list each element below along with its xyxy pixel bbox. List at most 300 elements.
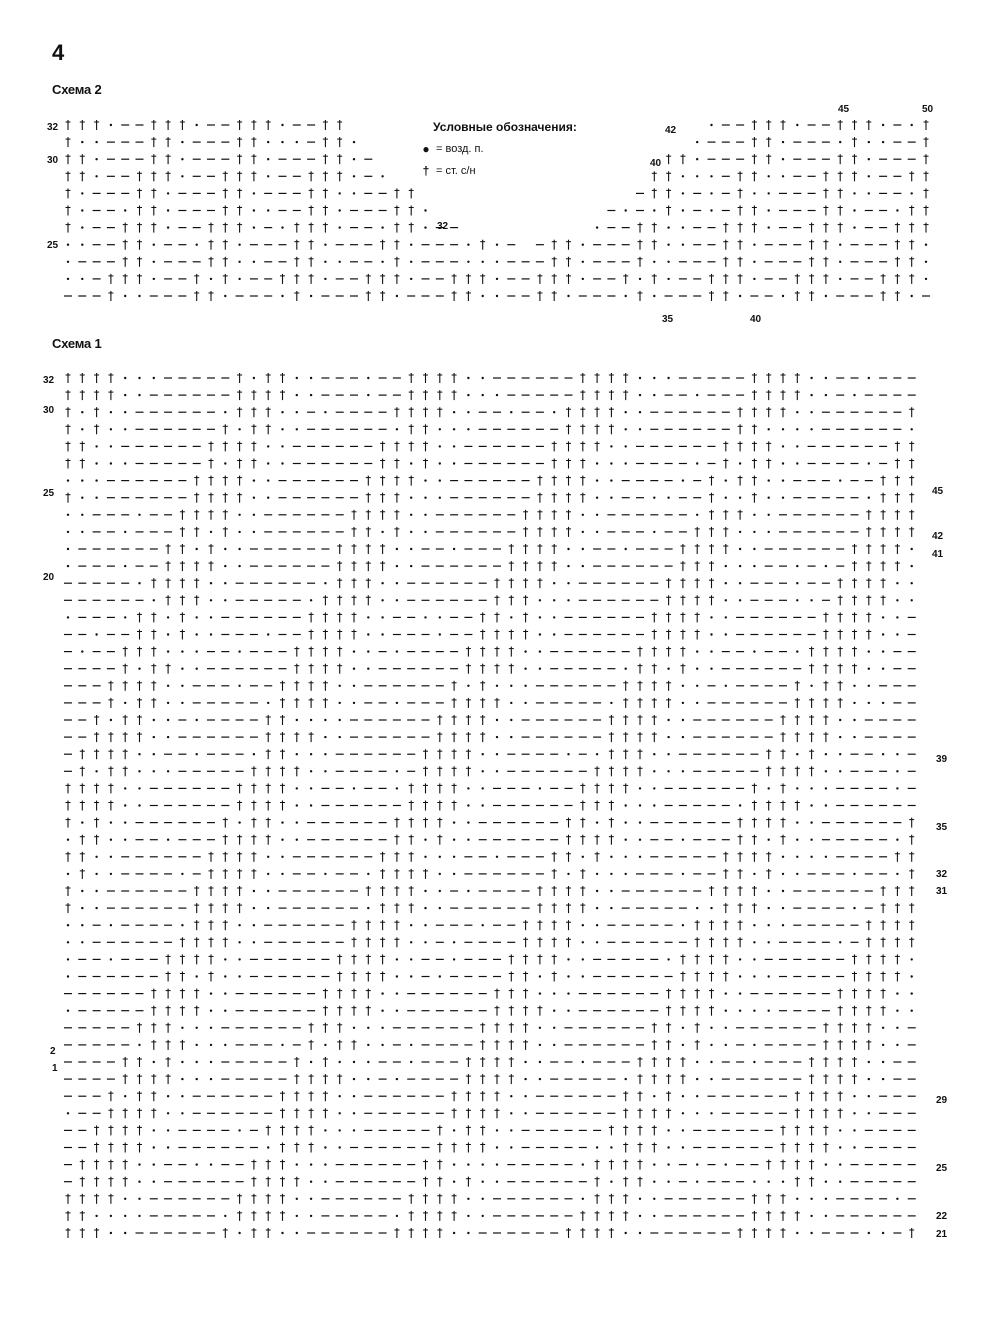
- chain-stitch-icon: [81, 907, 83, 909]
- chain-stitch-icon: [110, 839, 112, 841]
- double-crochet-icon: [809, 1177, 814, 1187]
- double-crochet-icon: [166, 664, 171, 674]
- double-crochet-icon: [337, 647, 342, 657]
- chain-stitch-icon: [496, 685, 498, 687]
- double-crochet-icon: [523, 1006, 528, 1016]
- double-crochet-icon: [809, 698, 814, 708]
- double-crochet-icon: [823, 698, 828, 708]
- chain-stitch-icon: [467, 821, 469, 823]
- chain-stitch-icon: [310, 1181, 312, 1183]
- chain-stitch-icon: [453, 462, 455, 464]
- chain-stitch-icon: [181, 668, 183, 670]
- double-crochet-icon: [723, 920, 728, 930]
- double-crochet-icon: [552, 459, 557, 469]
- chain-stitch-icon: [610, 462, 612, 464]
- double-crochet-icon: [537, 954, 542, 964]
- chain-stitch-icon: [896, 1010, 898, 1012]
- double-crochet-icon: [180, 1006, 185, 1016]
- chain-stitch-icon: [310, 719, 312, 721]
- double-crochet-icon: [766, 766, 771, 776]
- double-crochet-icon: [909, 818, 914, 828]
- chain-stitch-icon: [625, 445, 627, 447]
- chain-stitch-icon: [138, 1198, 140, 1200]
- double-crochet-icon: [66, 459, 71, 469]
- double-crochet-icon: [237, 407, 242, 417]
- double-crochet-icon: [66, 1194, 71, 1204]
- double-crochet-icon: [423, 766, 428, 776]
- double-crochet-icon: [838, 681, 843, 691]
- double-crochet-icon: [209, 954, 214, 964]
- double-crochet-icon: [609, 766, 614, 776]
- double-crochet-icon: [537, 493, 542, 503]
- double-crochet-icon: [566, 441, 571, 451]
- double-crochet-icon: [323, 698, 328, 708]
- chain-stitch-icon: [553, 633, 555, 635]
- double-crochet-icon: [866, 561, 871, 571]
- chain-stitch-icon: [110, 445, 112, 447]
- double-crochet-icon: [566, 1228, 571, 1238]
- chain-stitch-icon: [81, 428, 83, 430]
- double-crochet-icon: [223, 937, 228, 947]
- double-crochet-icon: [409, 903, 414, 913]
- chain-stitch-icon: [210, 1027, 212, 1029]
- chain-stitch-icon: [768, 1010, 770, 1012]
- double-crochet-icon: [580, 903, 585, 913]
- chain-stitch-icon: [253, 377, 255, 379]
- chain-stitch-icon: [639, 804, 641, 806]
- chain-stitch-icon: [596, 479, 598, 481]
- double-crochet-icon: [609, 390, 614, 400]
- chain-stitch-icon: [410, 497, 412, 499]
- chain-stitch-icon: [768, 941, 770, 943]
- double-crochet-icon: [781, 407, 786, 417]
- chain-stitch-icon: [353, 1129, 355, 1131]
- double-crochet-icon: [309, 1040, 314, 1050]
- double-crochet-icon: [795, 801, 800, 811]
- chain-stitch-icon: [653, 1215, 655, 1217]
- double-crochet-icon: [580, 835, 585, 845]
- chain-stitch-icon: [439, 856, 441, 858]
- double-crochet-icon: [480, 681, 485, 691]
- chain-stitch-icon: [682, 479, 684, 481]
- double-crochet-icon: [881, 972, 886, 982]
- double-crochet-icon: [752, 903, 757, 913]
- chain-stitch-icon: [367, 1027, 369, 1029]
- chain-stitch-icon: [410, 958, 412, 960]
- double-crochet-icon: [237, 441, 242, 451]
- double-crochet-icon: [151, 1023, 156, 1033]
- double-crochet-icon: [480, 630, 485, 640]
- chain-stitch-icon: [210, 1078, 212, 1080]
- double-crochet-icon: [223, 886, 228, 896]
- double-crochet-icon: [294, 766, 299, 776]
- double-crochet-icon: [895, 527, 900, 537]
- chain-stitch-icon: [825, 394, 827, 396]
- chain-stitch-icon: [653, 1198, 655, 1200]
- chain-stitch-icon: [582, 1163, 584, 1165]
- double-crochet-icon: [595, 852, 600, 862]
- double-crochet-icon: [151, 1040, 156, 1050]
- double-crochet-icon: [94, 818, 99, 828]
- double-crochet-icon: [423, 749, 428, 759]
- chain-stitch-icon: [367, 394, 369, 396]
- chain-stitch-icon: [410, 462, 412, 464]
- chain-stitch-icon: [567, 548, 569, 550]
- chain-stitch-icon: [610, 873, 612, 875]
- double-crochet-icon: [552, 852, 557, 862]
- chain-stitch-icon: [324, 1163, 326, 1165]
- chain-stitch-icon: [539, 668, 541, 670]
- chain-stitch-icon: [67, 479, 69, 481]
- chain-stitch-icon: [825, 804, 827, 806]
- chain-stitch-icon: [653, 394, 655, 396]
- double-crochet-icon: [823, 732, 828, 742]
- chain-stitch-icon: [124, 839, 126, 841]
- chain-stitch-icon: [224, 411, 226, 413]
- double-crochet-icon: [866, 1023, 871, 1033]
- double-crochet-icon: [323, 681, 328, 691]
- chain-stitch-icon: [810, 411, 812, 413]
- double-crochet-icon: [409, 407, 414, 417]
- double-crochet-icon: [223, 852, 228, 862]
- schema2-row-label: 40: [650, 158, 662, 169]
- chain-stitch-icon: [725, 1163, 727, 1165]
- double-crochet-icon: [380, 476, 385, 486]
- chain-stitch-icon: [167, 839, 169, 841]
- double-crochet-icon: [366, 510, 371, 520]
- chain-stitch-icon: [67, 839, 69, 841]
- double-crochet-icon: [909, 937, 914, 947]
- double-crochet-icon: [866, 527, 871, 537]
- double-crochet-icon: [394, 937, 399, 947]
- double-crochet-icon: [623, 390, 628, 400]
- double-crochet-icon: [623, 1143, 628, 1153]
- double-crochet-icon: [738, 937, 743, 947]
- double-crochet-icon: [881, 886, 886, 896]
- double-crochet-icon: [294, 647, 299, 657]
- double-crochet-icon: [909, 527, 914, 537]
- chain-stitch-icon: [710, 650, 712, 652]
- double-crochet-icon: [180, 972, 185, 982]
- double-crochet-icon: [337, 612, 342, 622]
- double-crochet-icon: [123, 681, 128, 691]
- chain-stitch-icon: [753, 924, 755, 926]
- chain-stitch-icon: [610, 890, 612, 892]
- chain-stitch-icon: [296, 1232, 298, 1234]
- double-crochet-icon: [380, 886, 385, 896]
- double-crochet-icon: [723, 852, 728, 862]
- chain-stitch-icon: [582, 1198, 584, 1200]
- double-crochet-icon: [738, 886, 743, 896]
- chain-stitch-icon: [667, 736, 669, 738]
- double-crochet-icon: [108, 698, 113, 708]
- chain-stitch-icon: [95, 445, 97, 447]
- double-crochet-icon: [723, 459, 728, 469]
- double-crochet-icon: [94, 835, 99, 845]
- chain-stitch-icon: [539, 650, 541, 652]
- double-crochet-icon: [352, 544, 357, 554]
- double-crochet-icon: [437, 1160, 442, 1170]
- double-crochet-icon: [495, 647, 500, 657]
- double-crochet-icon: [266, 1160, 271, 1170]
- double-crochet-icon: [137, 698, 142, 708]
- double-crochet-icon: [823, 1074, 828, 1084]
- double-crochet-icon: [509, 664, 514, 674]
- double-crochet-icon: [352, 595, 357, 605]
- double-crochet-icon: [595, 441, 600, 451]
- chain-stitch-icon: [353, 1095, 355, 1097]
- chain-stitch-icon: [810, 1232, 812, 1234]
- double-crochet-icon: [638, 664, 643, 674]
- chain-stitch-icon: [153, 770, 155, 772]
- chain-stitch-icon: [196, 1044, 198, 1046]
- legend-title: Условные обозначения:: [433, 120, 577, 134]
- double-crochet-icon: [137, 612, 142, 622]
- double-crochet-icon: [781, 1160, 786, 1170]
- chain-stitch-icon: [853, 736, 855, 738]
- double-crochet-icon: [766, 1160, 771, 1170]
- double-crochet-icon: [838, 698, 843, 708]
- double-crochet-icon: [638, 1177, 643, 1187]
- double-crochet-icon: [680, 989, 685, 999]
- chain-stitch-icon: [625, 428, 627, 430]
- chain-stitch-icon: [138, 514, 140, 516]
- chain-stitch-icon: [567, 599, 569, 601]
- double-crochet-icon: [466, 1074, 471, 1084]
- double-crochet-icon: [623, 749, 628, 759]
- chain-stitch-icon: [381, 531, 383, 533]
- double-crochet-icon: [423, 818, 428, 828]
- chain-stitch-icon: [224, 582, 226, 584]
- chain-stitch-icon: [124, 565, 126, 567]
- double-crochet-icon: [280, 732, 285, 742]
- chain-stitch-icon: [496, 1129, 498, 1131]
- chain-stitch-icon: [725, 497, 727, 499]
- double-crochet-icon: [466, 1057, 471, 1067]
- chain-stitch-icon: [725, 992, 727, 994]
- chain-stitch-icon: [310, 1215, 312, 1217]
- double-crochet-icon: [151, 1108, 156, 1118]
- double-crochet-icon: [80, 1177, 85, 1187]
- double-crochet-icon: [294, 698, 299, 708]
- double-crochet-icon: [909, 493, 914, 503]
- double-crochet-icon: [666, 681, 671, 691]
- double-crochet-icon: [623, 1177, 628, 1187]
- chain-stitch-icon: [725, 1010, 727, 1012]
- double-crochet-icon: [352, 972, 357, 982]
- double-crochet-icon: [781, 1228, 786, 1238]
- double-crochet-icon: [223, 527, 228, 537]
- chain-stitch-icon: [310, 377, 312, 379]
- chain-stitch-icon: [710, 633, 712, 635]
- chain-stitch-icon: [639, 856, 641, 858]
- double-crochet-icon: [66, 390, 71, 400]
- double-crochet-icon: [409, 441, 414, 451]
- double-crochet-icon: [895, 937, 900, 947]
- double-crochet-icon: [452, 801, 457, 811]
- double-crochet-icon: [237, 903, 242, 913]
- double-crochet-icon: [251, 424, 256, 434]
- chain-stitch-icon: [367, 650, 369, 652]
- double-crochet-icon: [423, 869, 428, 879]
- chain-stitch-icon: [696, 668, 698, 670]
- double-crochet-icon: [251, 441, 256, 451]
- double-crochet-icon: [566, 459, 571, 469]
- chain-stitch-icon: [339, 1146, 341, 1148]
- double-crochet-icon: [108, 1177, 113, 1187]
- chain-stitch-icon: [153, 1061, 155, 1063]
- chain-stitch-icon: [853, 1146, 855, 1148]
- chain-stitch-icon: [110, 873, 112, 875]
- schema2-row-label: 25: [47, 240, 59, 251]
- double-crochet-icon: [709, 493, 714, 503]
- chain-stitch-icon: [196, 548, 198, 550]
- double-crochet-icon: [251, 801, 256, 811]
- chain-stitch-icon: [596, 514, 598, 516]
- chain-stitch-icon: [896, 1198, 898, 1200]
- chain-stitch-icon: [238, 685, 240, 687]
- double-crochet-icon: [108, 749, 113, 759]
- double-crochet-icon: [566, 510, 571, 520]
- double-crochet-icon: [80, 852, 85, 862]
- chain-stitch-icon: [339, 1095, 341, 1097]
- chain-stitch-icon: [753, 650, 755, 652]
- double-crochet-icon: [180, 561, 185, 571]
- chain-stitch-icon: [596, 1146, 598, 1148]
- chain-stitch-icon: [839, 1181, 841, 1183]
- double-crochet-icon: [151, 647, 156, 657]
- double-crochet-icon: [423, 1160, 428, 1170]
- chain-stitch-icon: [95, 1215, 97, 1217]
- chain-stitch-icon: [238, 565, 240, 567]
- chain-stitch-icon: [639, 394, 641, 396]
- chain-stitch-icon: [682, 685, 684, 687]
- chain-stitch-icon: [653, 770, 655, 772]
- double-crochet-icon: [66, 373, 71, 383]
- double-crochet-icon: [495, 1074, 500, 1084]
- double-crochet-icon: [509, 1057, 514, 1067]
- chain-stitch-icon: [753, 531, 755, 533]
- chain-stitch-icon: [224, 992, 226, 994]
- schema1-row-label-right: 35: [936, 822, 948, 833]
- double-crochet-icon: [552, 920, 557, 930]
- double-crochet-icon: [337, 630, 342, 640]
- chain-stitch-icon: [768, 839, 770, 841]
- double-crochet-icon: [394, 920, 399, 930]
- chain-stitch-icon: [768, 428, 770, 430]
- chain-stitch-icon: [181, 1112, 183, 1114]
- double-crochet-icon: [209, 476, 214, 486]
- double-crochet-icon: [595, 407, 600, 417]
- chain-stitch-icon: [367, 1061, 369, 1063]
- chain-stitch-icon: [238, 958, 240, 960]
- double-crochet-icon: [495, 630, 500, 640]
- chain-stitch-icon: [339, 702, 341, 704]
- double-crochet-icon: [352, 920, 357, 930]
- double-crochet-icon: [480, 698, 485, 708]
- double-crochet-icon: [66, 852, 71, 862]
- double-crochet-icon: [552, 493, 557, 503]
- double-crochet-icon: [466, 1091, 471, 1101]
- double-crochet-icon: [366, 886, 371, 896]
- double-crochet-icon: [80, 766, 85, 776]
- chain-stitch-icon: [825, 1215, 827, 1217]
- chain-stitch-icon: [81, 890, 83, 892]
- double-crochet-icon: [738, 1228, 743, 1238]
- double-crochet-icon: [452, 1211, 457, 1221]
- chain-stitch-icon: [196, 1027, 198, 1029]
- double-crochet-icon: [680, 972, 685, 982]
- double-crochet-icon: [108, 1091, 113, 1101]
- double-crochet-icon: [580, 869, 585, 879]
- double-crochet-icon: [151, 681, 156, 691]
- chain-stitch-icon: [124, 804, 126, 806]
- double-crochet-icon: [480, 1057, 485, 1067]
- double-crochet-icon: [766, 390, 771, 400]
- chain-stitch-icon: [296, 394, 298, 396]
- chain-stitch-icon: [253, 479, 255, 481]
- chain-stitch-icon: [896, 992, 898, 994]
- chain-stitch-icon: [267, 873, 269, 875]
- double-crochet-icon: [380, 459, 385, 469]
- double-crochet-icon: [695, 561, 700, 571]
- double-crochet-icon: [852, 972, 857, 982]
- chain-stitch-icon: [625, 839, 627, 841]
- double-crochet-icon: [337, 1040, 342, 1050]
- chain-stitch-icon: [667, 1146, 669, 1148]
- chain-stitch-icon: [839, 479, 841, 481]
- double-crochet-icon: [666, 1006, 671, 1016]
- double-crochet-icon: [223, 1228, 228, 1238]
- chain-stitch-icon: [868, 668, 870, 670]
- double-crochet-icon: [466, 1143, 471, 1153]
- chain-stitch-icon: [896, 753, 898, 755]
- double-crochet-icon: [509, 1006, 514, 1016]
- double-crochet-icon: [452, 1108, 457, 1118]
- chain-stitch-icon: [424, 941, 426, 943]
- chain-stitch-icon: [281, 856, 283, 858]
- double-crochet-icon: [323, 989, 328, 999]
- chain-stitch-icon: [739, 958, 741, 960]
- double-crochet-icon: [137, 1074, 142, 1084]
- chain-stitch-icon: [210, 1163, 212, 1165]
- chain-stitch-icon: [167, 719, 169, 721]
- double-crochet-icon: [280, 373, 285, 383]
- chain-stitch-icon: [253, 941, 255, 943]
- chain-stitch-icon: [396, 992, 398, 994]
- double-crochet-icon: [666, 630, 671, 640]
- double-crochet-icon: [838, 647, 843, 657]
- double-crochet-icon: [223, 818, 228, 828]
- chain-stitch-icon: [310, 804, 312, 806]
- double-crochet-icon: [66, 493, 71, 503]
- double-crochet-icon: [566, 835, 571, 845]
- chain-stitch-icon: [467, 685, 469, 687]
- double-crochet-icon: [723, 527, 728, 537]
- double-crochet-icon: [623, 1125, 628, 1135]
- double-crochet-icon: [266, 390, 271, 400]
- double-crochet-icon: [866, 920, 871, 930]
- double-crochet-icon: [80, 869, 85, 879]
- double-crochet-icon: [437, 818, 442, 828]
- chain-stitch-icon: [539, 616, 541, 618]
- double-crochet-icon: [237, 373, 242, 383]
- double-crochet-icon: [480, 1091, 485, 1101]
- chain-stitch-icon: [639, 1232, 641, 1234]
- double-crochet-icon: [523, 578, 528, 588]
- chain-stitch-icon: [868, 462, 870, 464]
- chain-stitch-icon: [324, 873, 326, 875]
